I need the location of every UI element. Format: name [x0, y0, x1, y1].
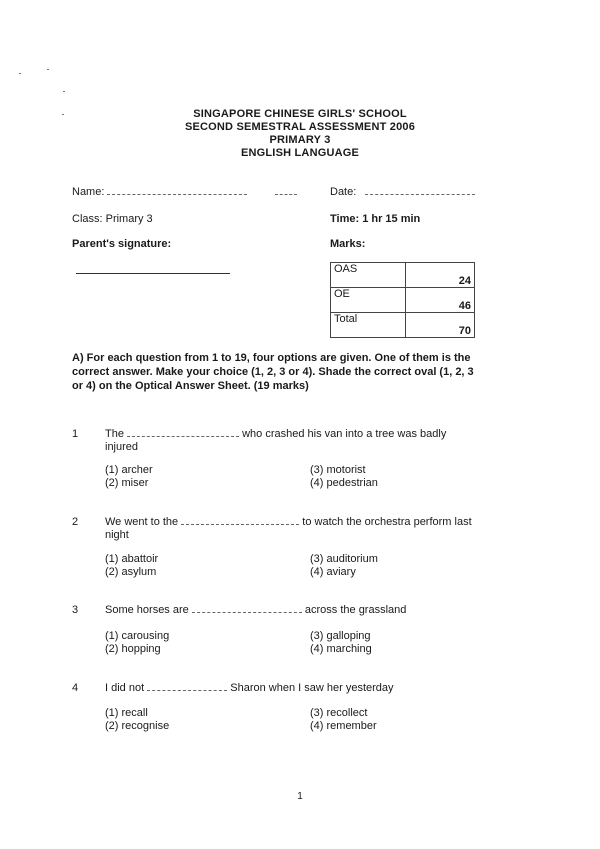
school-name: SINGAPORE CHINESE GIRLS' SCHOOL [193, 108, 407, 120]
answer-blank [147, 689, 227, 691]
option: (3) recollect [310, 707, 368, 719]
question-text [105, 604, 475, 617]
option: (2) asylum [105, 566, 157, 578]
option: (1) carousing [105, 630, 170, 642]
level: PRIMARY 3 [269, 134, 331, 146]
option: (2) miser [105, 477, 149, 489]
question-number: 3 [72, 604, 79, 616]
scan-speck [63, 91, 65, 92]
option: (2) hopping [105, 643, 161, 655]
class-text: Class: Primary 3 [72, 213, 153, 225]
date-field [330, 186, 475, 198]
name-field [72, 186, 297, 198]
date-blank[interactable] [365, 193, 475, 195]
time-text: Time: 1 hr 15 min [330, 213, 421, 225]
marks-row-value: 70 [406, 313, 475, 338]
scan-speck [47, 69, 49, 70]
answer-blank [127, 435, 239, 437]
option: (3) galloping [310, 630, 371, 642]
marks-row-label: Total [331, 313, 406, 338]
question-text [105, 428, 475, 454]
option: (3) motorist [310, 464, 366, 476]
question-stem-end: to watch the orchestra perform last night [105, 516, 472, 541]
question-stem-start: The [105, 428, 124, 440]
date-label: Date: [330, 186, 357, 198]
section-a-instructions: A) For each question from 1 to 19, four options are given. One of them is the correct answer. Make your choice (1, 2, 3 or 4). Shade the correct oval (1, 2, 3 or 4) on the Optical Answer Sheet. (19 marks) [72, 352, 474, 392]
document-header [0, 108, 600, 160]
question-number: 1 [72, 428, 79, 440]
question-number: 4 [72, 682, 79, 694]
scan-speck [19, 73, 21, 74]
name-blank-tail [275, 193, 297, 195]
option: (1) abattoir [105, 553, 159, 565]
option: (2) recognise [105, 720, 170, 732]
marks-row-label: OE [331, 288, 406, 313]
question-stem-end: across the grassland [304, 604, 407, 616]
question-text [105, 516, 475, 542]
subject: ENGLISH LANGUAGE [240, 147, 360, 159]
signature-label: Parent's signature: [72, 238, 172, 250]
question-text [105, 682, 475, 695]
marks-row [331, 288, 475, 313]
question-stem-end: who crashed his van into a tree was badly injured [105, 428, 447, 453]
marks-row [331, 313, 475, 338]
option: (4) remember [310, 720, 377, 732]
question-stem-end: Sharon when I saw her yesterday [230, 682, 394, 694]
option: (3) auditorium [310, 553, 378, 565]
option: (4) marching [310, 643, 372, 655]
option: (4) pedestrian [310, 477, 378, 489]
answer-blank [181, 523, 299, 525]
marks-row [331, 263, 475, 288]
question-stem-start: I did not [105, 682, 145, 694]
option: (1) recall [105, 707, 148, 719]
answer-blank [192, 611, 302, 613]
question-stem-start: We went to the [105, 516, 179, 528]
marks-row-value: 46 [406, 288, 475, 313]
marks-row-label: OAS [331, 263, 406, 288]
option: (1) archer [105, 464, 153, 476]
option: (4) aviary [310, 566, 356, 578]
question-number: 2 [72, 516, 79, 528]
marks-table [330, 262, 475, 338]
question-stem-start: Some horses are [105, 604, 189, 616]
marks-label: Marks: [330, 238, 366, 250]
name-label: Name: [72, 186, 105, 198]
page-number: 1 [297, 791, 303, 802]
marks-row-value: 24 [406, 263, 475, 288]
assessment-title: SECOND SEMESTRAL ASSESSMENT 2006 [184, 121, 416, 133]
signature-line[interactable] [76, 273, 230, 274]
name-blank[interactable] [107, 193, 247, 195]
